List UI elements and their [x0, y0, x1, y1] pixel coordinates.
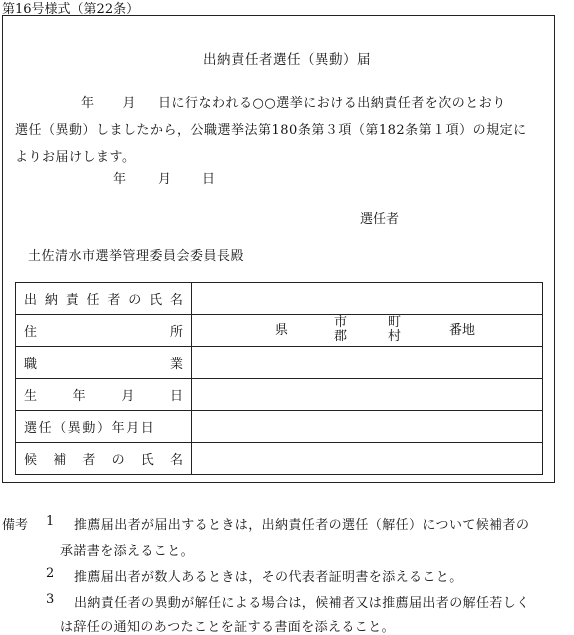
address-county: 郡	[334, 329, 348, 344]
body-line-1-rest: 日に行なわれる○○選挙における出納責任者を次のとおり	[158, 96, 506, 111]
value-occupation[interactable]	[192, 347, 543, 379]
table-row	[16, 283, 543, 315]
addressee: 土佐清水市選挙管理委員会委員長殿	[28, 249, 245, 264]
note-2-line-1: 推薦届出者が数人あるときは，その代表者証明書を添えること。	[74, 570, 463, 585]
label-address: 住 所	[16, 315, 192, 347]
note-2-number: 2	[46, 566, 55, 581]
note-3-line-1: 出納責任者の異動が解任による場合は，候補者又は推薦届出者の解任若しく	[74, 596, 530, 611]
note-1-line-2: 承諾書を添えること。	[60, 544, 195, 559]
value-address[interactable]	[192, 315, 543, 347]
note-1-number: 1	[46, 514, 55, 529]
date-day: 日	[202, 172, 216, 187]
address-town: 町	[388, 315, 402, 330]
label-candidate-name: 候 補 者 の 氏 名	[16, 443, 192, 475]
body-year: 年	[81, 96, 95, 111]
appointer-label: 選任者	[360, 212, 400, 227]
date-year: 年	[113, 172, 127, 187]
label-treasurer-name: 出 納 責 任 者 の 氏 名	[16, 283, 192, 315]
value-birthdate[interactable]	[192, 379, 543, 411]
body-month: 月	[122, 96, 137, 111]
table-row	[16, 411, 543, 443]
body-line-3: よりお届けします。	[15, 150, 136, 165]
form-number: 第16号様式（第22条）	[2, 2, 140, 17]
table-row	[16, 443, 543, 475]
notes-heading: 備考	[2, 518, 29, 533]
table-row	[16, 379, 543, 411]
address-city: 市	[334, 315, 348, 330]
note-3-line-2: は辞任の通知のあつたことを証する書面を添えること。	[60, 620, 396, 635]
body-line-1	[15, 92, 506, 111]
note-3-number: 3	[46, 592, 55, 607]
info-table	[15, 282, 543, 475]
address-village: 村	[388, 329, 402, 344]
value-treasurer-name[interactable]	[192, 283, 543, 315]
table-row	[16, 315, 543, 347]
address-prefecture: 県	[275, 323, 289, 338]
label-appointment-date: 選任（異動）年月日	[16, 411, 192, 443]
value-candidate-name[interactable]	[192, 443, 543, 475]
date-month: 月	[158, 172, 172, 187]
body-line-2: 選任（異動）しましたから，公職選挙法第180条第３項（第182条第１項）の規定に	[15, 123, 527, 138]
value-appointment-date[interactable]	[192, 411, 543, 443]
table-row	[16, 347, 543, 379]
label-birthdate: 生 年 月 日	[16, 379, 192, 411]
address-lot: 番地	[449, 323, 476, 338]
form-title: 出納責任者選任（異動）届	[203, 52, 371, 68]
note-1-line-1: 推薦届出者が届出するときは，出納責任者の選任（解任）について候補者の	[74, 518, 530, 533]
label-occupation: 職 業	[16, 347, 192, 379]
